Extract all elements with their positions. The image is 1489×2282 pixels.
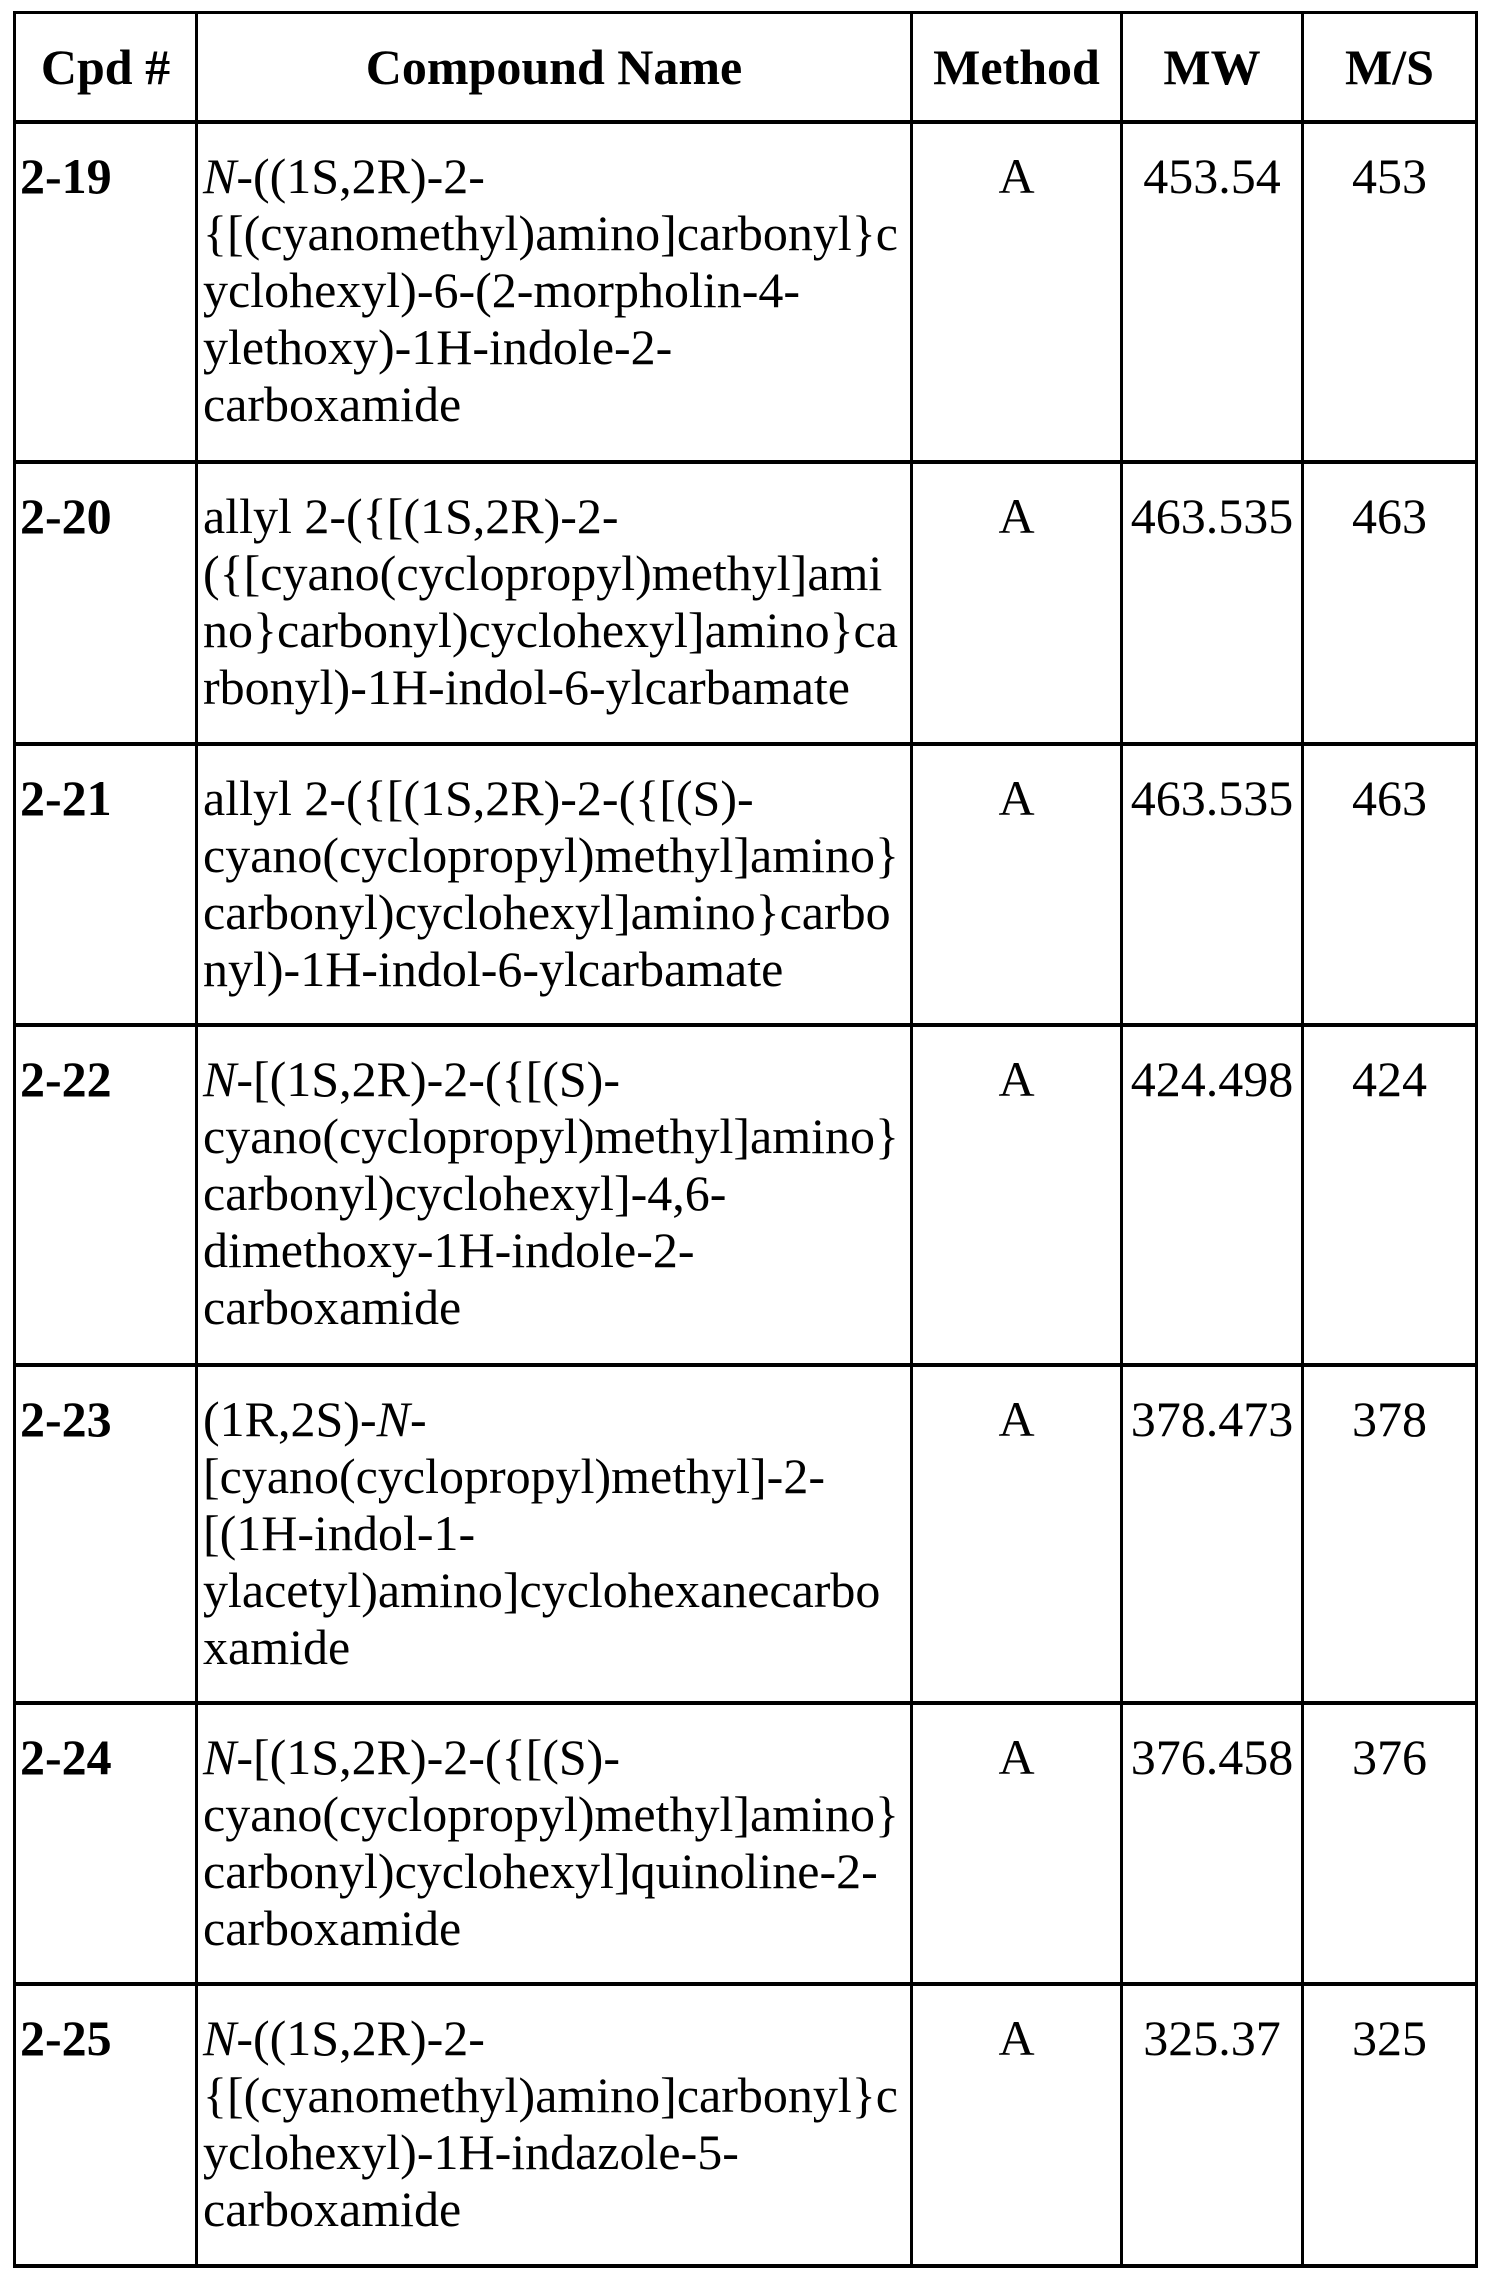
compound-name-segment: carbonyl)cyclohexyl]quinoline-2- [203, 1843, 878, 1899]
compound-name-segment: {[(cyanomethyl)amino]carbonyl}c [203, 205, 898, 261]
compound-name-cell [197, 1984, 912, 2266]
compound-name-line [203, 1391, 908, 1448]
compound-name-segment: no}carbonyl)cyclohexyl]amino}ca [203, 602, 898, 658]
compound-name-segment: -[(1S,2R)-2-({[(S)- [236, 1729, 620, 1785]
cpd-number-cell: 2-22 [15, 1025, 197, 1365]
mw-cell: 463.535 [1122, 744, 1303, 1025]
cpd-number-cell: 2-25 [15, 1984, 197, 2266]
compound-name-segment: carbonyl)cyclohexyl]amino}carbo [203, 884, 891, 940]
method-cell: A [912, 744, 1122, 1025]
table-row [15, 122, 1477, 462]
compound-name-segment: (1R,2S)- [203, 1391, 377, 1447]
compound-name-line [203, 827, 908, 884]
compound-name-cell [197, 1703, 912, 1984]
ms-cell: 463 [1303, 744, 1477, 1025]
table-row [15, 1703, 1477, 1984]
compound-name-segment: nyl)-1H-indol-6-ylcarbamate [203, 941, 784, 997]
compound-name-segment: allyl 2-({[(1S,2R)-2-({[(S)- [203, 770, 754, 826]
compound-name-italic-segment: N [376, 1391, 410, 1447]
header-cpd: Cpd # [15, 13, 197, 123]
compound-name-line [203, 602, 908, 659]
table-row [15, 1025, 1477, 1365]
header-mw: MW [1122, 13, 1303, 123]
compound-name-segment: carboxamide [203, 2181, 462, 2237]
compound-name-line [203, 770, 908, 827]
compound-name-cell [197, 1025, 912, 1365]
ms-cell: 378 [1303, 1365, 1477, 1703]
compound-name-line [203, 376, 908, 433]
mw-cell: 378.473 [1122, 1365, 1303, 1703]
ms-cell: 325 [1303, 1984, 1477, 2266]
compound-name-line [203, 1108, 908, 1165]
mw-cell: 424.498 [1122, 1025, 1303, 1365]
compound-name-line [203, 545, 908, 602]
compound-name-line [203, 1729, 908, 1786]
compound-name-segment: xamide [203, 1619, 351, 1675]
mw-cell: 463.535 [1122, 462, 1303, 744]
header-compound-name: Compound Name [197, 13, 912, 123]
compound-name-line [203, 1843, 908, 1900]
table-body [15, 122, 1477, 2266]
compound-name-segment: [(1H-indol-1- [203, 1505, 476, 1561]
compound-name-segment: [cyano(cyclopropyl)methyl]-2- [203, 1448, 825, 1504]
compound-name-segment: {[(cyanomethyl)amino]carbonyl}c [203, 2067, 898, 2123]
table-row [15, 1365, 1477, 1703]
compound-name-segment: rbonyl)-1H-indol-6-ylcarbamate [203, 659, 850, 715]
compound-name-segment: -[(1S,2R)-2-({[(S)- [236, 1051, 620, 1107]
method-cell: A [912, 1984, 1122, 2266]
compound-name-line [203, 262, 908, 319]
mw-cell: 376.458 [1122, 1703, 1303, 1984]
method-cell: A [912, 122, 1122, 462]
compound-name-line [203, 1279, 908, 1336]
cpd-number-cell: 2-21 [15, 744, 197, 1025]
compound-name-segment: ylacetyl)amino]cyclohexanecarbo [203, 1562, 881, 1618]
compound-name-line [203, 1900, 908, 1957]
compound-name-segment: allyl 2-({[(1S,2R)-2- [203, 488, 619, 544]
compound-name-line [203, 1165, 908, 1222]
compound-name-segment: cyano(cyclopropyl)methyl]amino} [203, 827, 899, 883]
compound-name-line [203, 1619, 908, 1676]
compound-name-line [203, 1448, 908, 1505]
compound-table [13, 11, 1478, 2268]
ms-cell: 424 [1303, 1025, 1477, 1365]
compound-name-segment: dimethoxy-1H-indole-2- [203, 1222, 695, 1278]
compound-name-segment: carboxamide [203, 1900, 462, 1956]
cpd-number-cell: 2-24 [15, 1703, 197, 1984]
compound-name-segment: carboxamide [203, 376, 462, 432]
cpd-number-cell: 2-20 [15, 462, 197, 744]
table-row [15, 744, 1477, 1025]
compound-name-segment: ylethoxy)-1H-indole-2- [203, 319, 673, 375]
compound-name-line [203, 148, 908, 205]
compound-name-segment: yclohexyl)-6-(2-morpholin-4- [203, 262, 801, 318]
compound-name-line [203, 2010, 908, 2067]
compound-name-line [203, 1505, 908, 1562]
compound-name-line [203, 884, 908, 941]
compound-name-line [203, 1222, 908, 1279]
compound-name-line [203, 1562, 908, 1619]
compound-name-segment: carbonyl)cyclohexyl]-4,6- [203, 1165, 727, 1221]
compound-name-segment: carboxamide [203, 1279, 462, 1335]
compound-name-line [203, 488, 908, 545]
compound-name-line [203, 1051, 908, 1108]
mw-cell: 325.37 [1122, 1984, 1303, 2266]
compound-name-line [203, 205, 908, 262]
compound-name-line [203, 2067, 908, 2124]
compound-name-italic-segment: N [203, 2010, 237, 2066]
method-cell: A [912, 1025, 1122, 1365]
header-row [15, 13, 1477, 123]
compound-name-segment: cyano(cyclopropyl)methyl]amino} [203, 1108, 899, 1164]
compound-name-line [203, 2124, 908, 2181]
compound-name-line [203, 319, 908, 376]
cpd-number-cell: 2-19 [15, 122, 197, 462]
table-row [15, 1984, 1477, 2266]
method-cell: A [912, 1365, 1122, 1703]
compound-name-segment: yclohexyl)-1H-indazole-5- [203, 2124, 739, 2180]
method-cell: A [912, 1703, 1122, 1984]
header-method: Method [912, 13, 1122, 123]
cpd-number-cell: 2-23 [15, 1365, 197, 1703]
compound-name-italic-segment: N [203, 1729, 237, 1785]
header-ms: M/S [1303, 13, 1477, 123]
compound-name-segment: -((1S,2R)-2- [236, 148, 485, 204]
compound-name-italic-segment: N [203, 1051, 237, 1107]
compound-name-segment: -((1S,2R)-2- [236, 2010, 485, 2066]
ms-cell: 463 [1303, 462, 1477, 744]
compound-name-cell [197, 122, 912, 462]
table-header [15, 13, 1477, 123]
compound-name-cell [197, 1365, 912, 1703]
compound-name-line [203, 1786, 908, 1843]
table-row [15, 462, 1477, 744]
compound-name-segment: ({[cyano(cyclopropyl)methyl]ami [203, 545, 883, 601]
compound-name-cell [197, 744, 912, 1025]
compound-name-line [203, 659, 908, 716]
compound-name-segment: - [409, 1391, 427, 1447]
mw-cell: 453.54 [1122, 122, 1303, 462]
compound-name-italic-segment: N [203, 148, 237, 204]
compound-name-line [203, 941, 908, 998]
compound-name-line [203, 2181, 908, 2238]
method-cell: A [912, 462, 1122, 744]
ms-cell: 453 [1303, 122, 1477, 462]
compound-name-segment: cyano(cyclopropyl)methyl]amino} [203, 1786, 899, 1842]
ms-cell: 376 [1303, 1703, 1477, 1984]
compound-name-cell [197, 462, 912, 744]
